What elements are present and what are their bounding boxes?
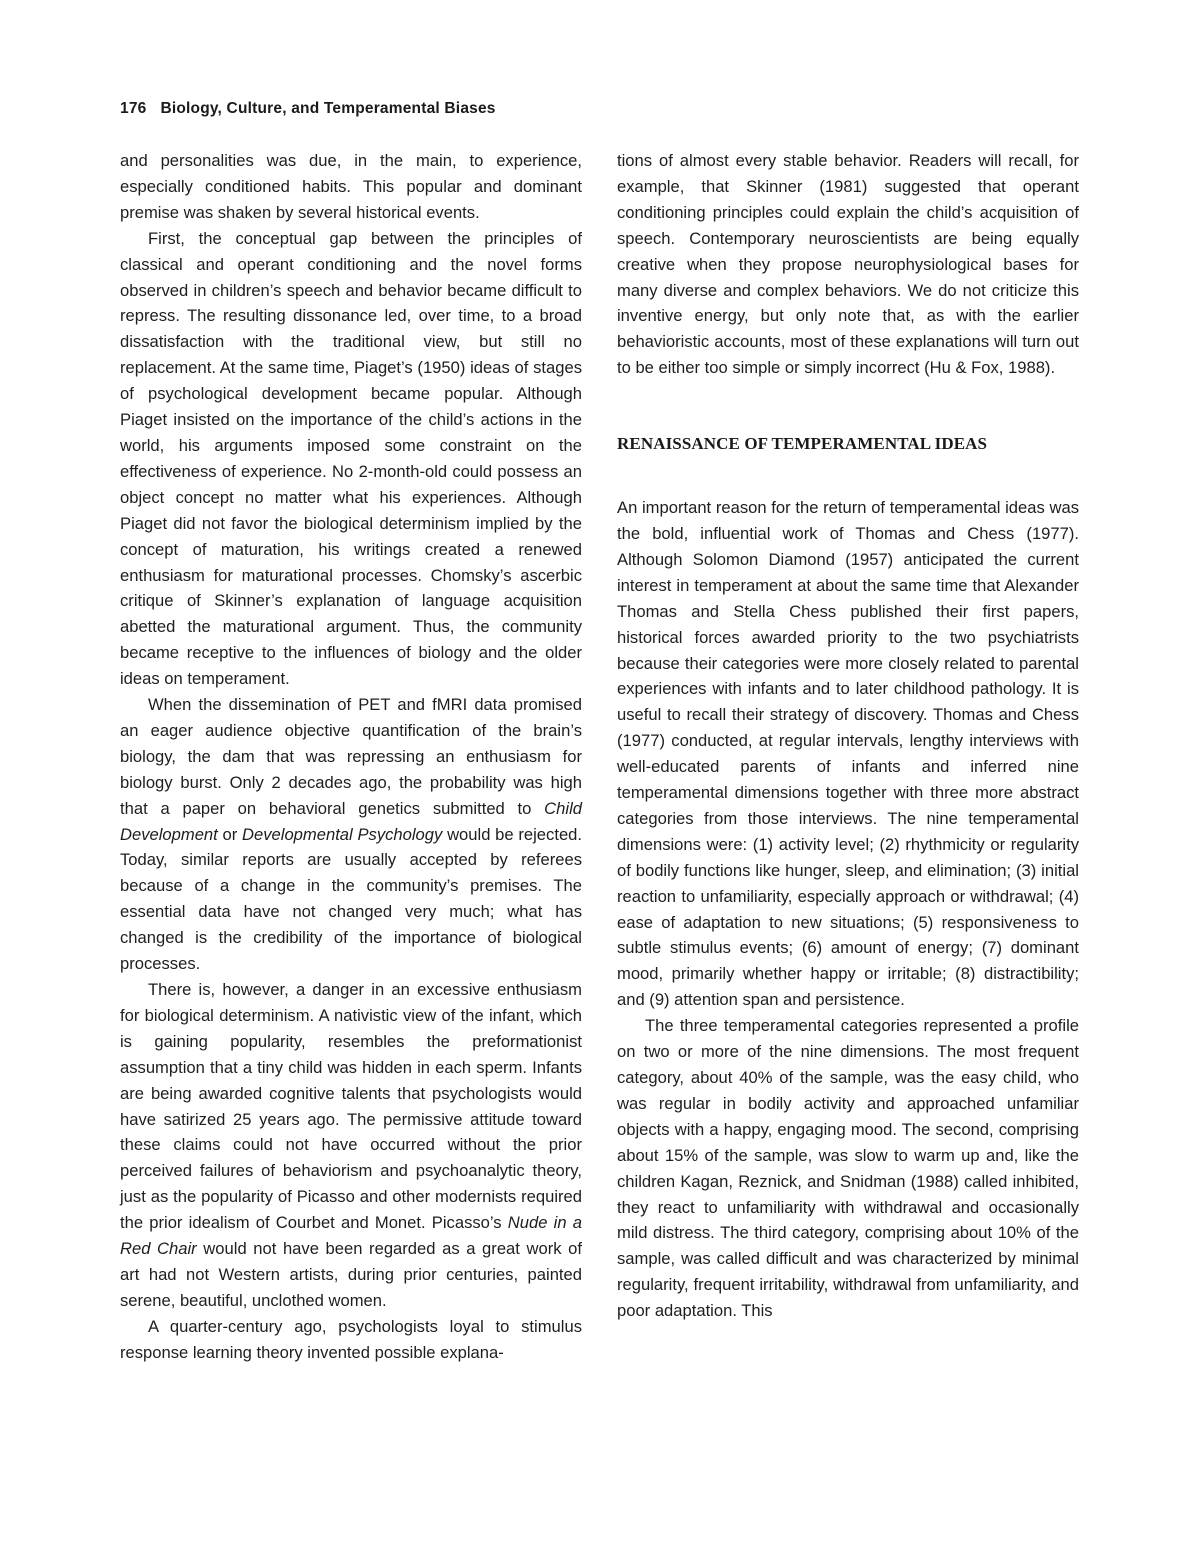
paragraph: When the dissemination of PET and fMRI data promised an eager audience objective quantification of the brain’s biology, the dam that was repressing an enthusiasm for biology burst. Only 2 decades ago, the probability was high that a paper on behavioral genetics submitted to Child Development or Developmental Psychology would be rejected. Today, similar reports are usually accepted by referees because of a change in the community’s premises. The essential data have not changed very much; what has changed is the credibility of the importance of biological processes. bbox=[120, 695, 583, 974]
running-head bbox=[120, 100, 496, 118]
journal-title: Developmental Psychology bbox=[242, 824, 443, 844]
section-heading: RENAISSANCE OF TEMPERAMENTAL IDEAS bbox=[617, 434, 988, 454]
paragraph: There is, however, a danger in an excessive enthusiasm for biological determinism. A nativistic view of the infant, which is gaining popularity, resembles the preformationist assumption that a tiny child was hidden in each sperm. Infants are being awarded cognitive talents that psychologists would have satirized 25 years ago. The permissive attitude toward these claims could not have occurred without the prior perceived failures of behaviorism and psychoanalytic theory, just as the popularity of Picasso and other modernists required the prior idealism of Courbet and Monet. Picasso’s Nude in a Red Chair would not have been regarded as a great work of art had not Western artists, during prior centuries, painted serene, beautiful, unclothed women. bbox=[120, 980, 582, 1310]
paragraph: An important reason for the return of temperamental ideas was the bold, influential work of Thomas and Chess (1977). Although Solomon Diamond (1957) anticipated the current interest in temperament at about the same time that Alexander Thomas and Stella Chess published their first papers, historical forces awarded priority to the two psychiatrists because their categories were more closely related to parental experiences with infants and to later childhood pathology. It is useful to recall their strategy of discovery. Thomas and Chess (1977) conducted, at regular intervals, lengthy interviews with well-educated parents of infants and inferred nine temperamental dimensions together with three more abstract categories from those interviews. The nine temperamental dimensions were: (1) activity level; (2) rhythmicity or regularity of bodily functions like hunger, sleep, and elimination; (3) initial reaction to unfamiliarity, especially approach or withdrawal; (4) ease of adaptation to new situations; (5) responsiveness to subtle stimulus events; (6) amount of energy; (7) dominant mood, primarily whether happy or irritable; (8) distractibility; and (9) attention span and persistence. bbox=[617, 498, 1079, 1010]
paragraph: A quarter-century ago, psychologists loyal to stimulus response learning theory invented possible explana- bbox=[120, 1316, 582, 1362]
paragraph: The three temperamental categories represented a profile on two or more of the nine dimensions. The most frequent category, about 40% of the sample, was the easy child, who was regular in bodily activity and approached unfamiliar objects with a happy, engaging mood. The second, comprising about 15% of the sample, was slow to warm up and, like the children Kagan, Reznick, and Snidman (1988) called inhibited, they react to unfamiliarity with withdrawal and occasionally mild distress. The third category, comprising about 10% of the sample, was called difficult and was characterized by minimal regularity, frequent irritability, withdrawal from unfamiliarity, and poor adaptation. This bbox=[617, 1016, 1079, 1321]
right-column bbox=[617, 148, 1079, 1324]
page-number: 176 bbox=[120, 100, 147, 117]
journal-title: Child Development bbox=[120, 798, 582, 844]
paragraph: tions of almost every stable behavior. Readers will recall, for example, that Skinner (1981) suggested that operant conditioning principles could explain the child’s acquisition of speech. Contemporary neuroscientists are being equally creative when they propose neurophysiological bases for many diverse and complex behaviors. We do not criticize this inventive energy, but only note that, as with the earlier behavioristic accounts, most of these explanations will turn out to be either too simple or simply incorrect (Hu & Fox, 1988). bbox=[617, 151, 1079, 378]
left-column bbox=[120, 148, 582, 1366]
artwork-title: Nude in a Red Chair bbox=[120, 1213, 582, 1259]
paragraph: and personalities was due, in the main, to experience, especially conditioned habits. This popular and dominant premise was shaken by several historical events. bbox=[120, 151, 582, 222]
running-head-title: Biology, Culture, and Temperamental Biases bbox=[160, 100, 496, 117]
paragraph: First, the conceptual gap between the principles of classical and operant conditioning and the novel forms observed in children’s speech and behavior became difficult to repress. The resulting dissonance led, over time, to a broad dissatisfaction with the traditional view, but still no replacement. At the same time, Piaget’s (1950) ideas of stages of psychological development became popular. Although Piaget insisted on the importance of the child’s actions in the world, his arguments imposed some constraint on the effectiveness of experience. No 2-month-old could possess an object concept no matter what his experiences. Although Piaget did not favor the biological determinism implied by the concept of maturation, his writings created a renewed enthusiasm for maturational processes. Chomsky’s ascerbic critique of Skinner’s explanation of language acquisition abetted the maturational argument. Thus, the community became receptive to the influences of biology and the older ideas on temperament. bbox=[120, 228, 582, 689]
